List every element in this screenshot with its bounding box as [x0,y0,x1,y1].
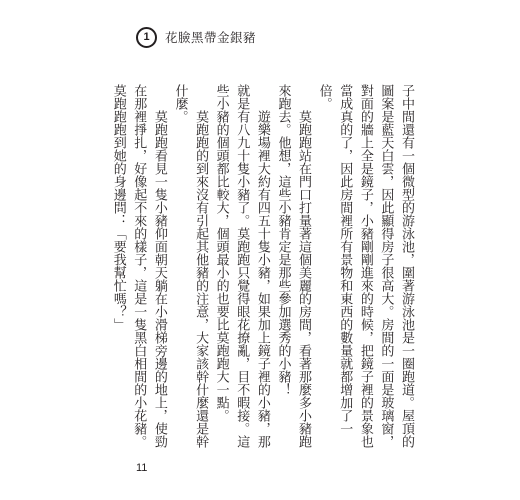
chapter-title: 花臉黑帶金銀豬 [165,30,257,45]
body-text [108,84,416,452]
paragraph: 莫跑跑站在門口打量著這個美麗的房間，看著那麼多小豬跑來跑去。他想，這些小豬肯定是那些參加選秀的小豬！ [275,84,312,448]
chapter-header [136,26,256,48]
paragraph: 莫跑跑看見一隻小豬仰面朝天躺在小滑梯旁邊的地上，使勁在那裡掙扎，好像起不來的樣子，這是一隻黑白相間的小花豬。莫跑跑跑到她的身邊問：「要我幫忙嗎？」 [110,84,167,448]
paragraph: 莫跑跑的到來沒有引起其他豬的注意，大家該幹什麼還是幹什麼。 [172,84,209,448]
paragraph: 遊樂場裡大約有四五十隻小豬，如果加上鏡子裡的小豬，那就是有八九十隻小豬了。莫跑跑只覺得眼花撩亂，目不暇接。這些小豬的個頭都比較大，個頭最小的也要比莫跑跑大一點。 [213,84,270,448]
page-number: 11 [136,462,148,474]
paragraph: 子中間還有一個微型的游泳池，圍著游泳池是一圈跑道。屋頂的圖案是藍天白雲，因此顯得房子很高大。房間的一面是玻璃窗，對面的牆上全是鏡子，小豬剛剛進來的時候，把鏡子裡的景象也當成真的了，因此房間裡所有景物和東西的數量就都增加了一倍。 [316,84,414,448]
chapter-number-badge: 1 [136,27,157,48]
